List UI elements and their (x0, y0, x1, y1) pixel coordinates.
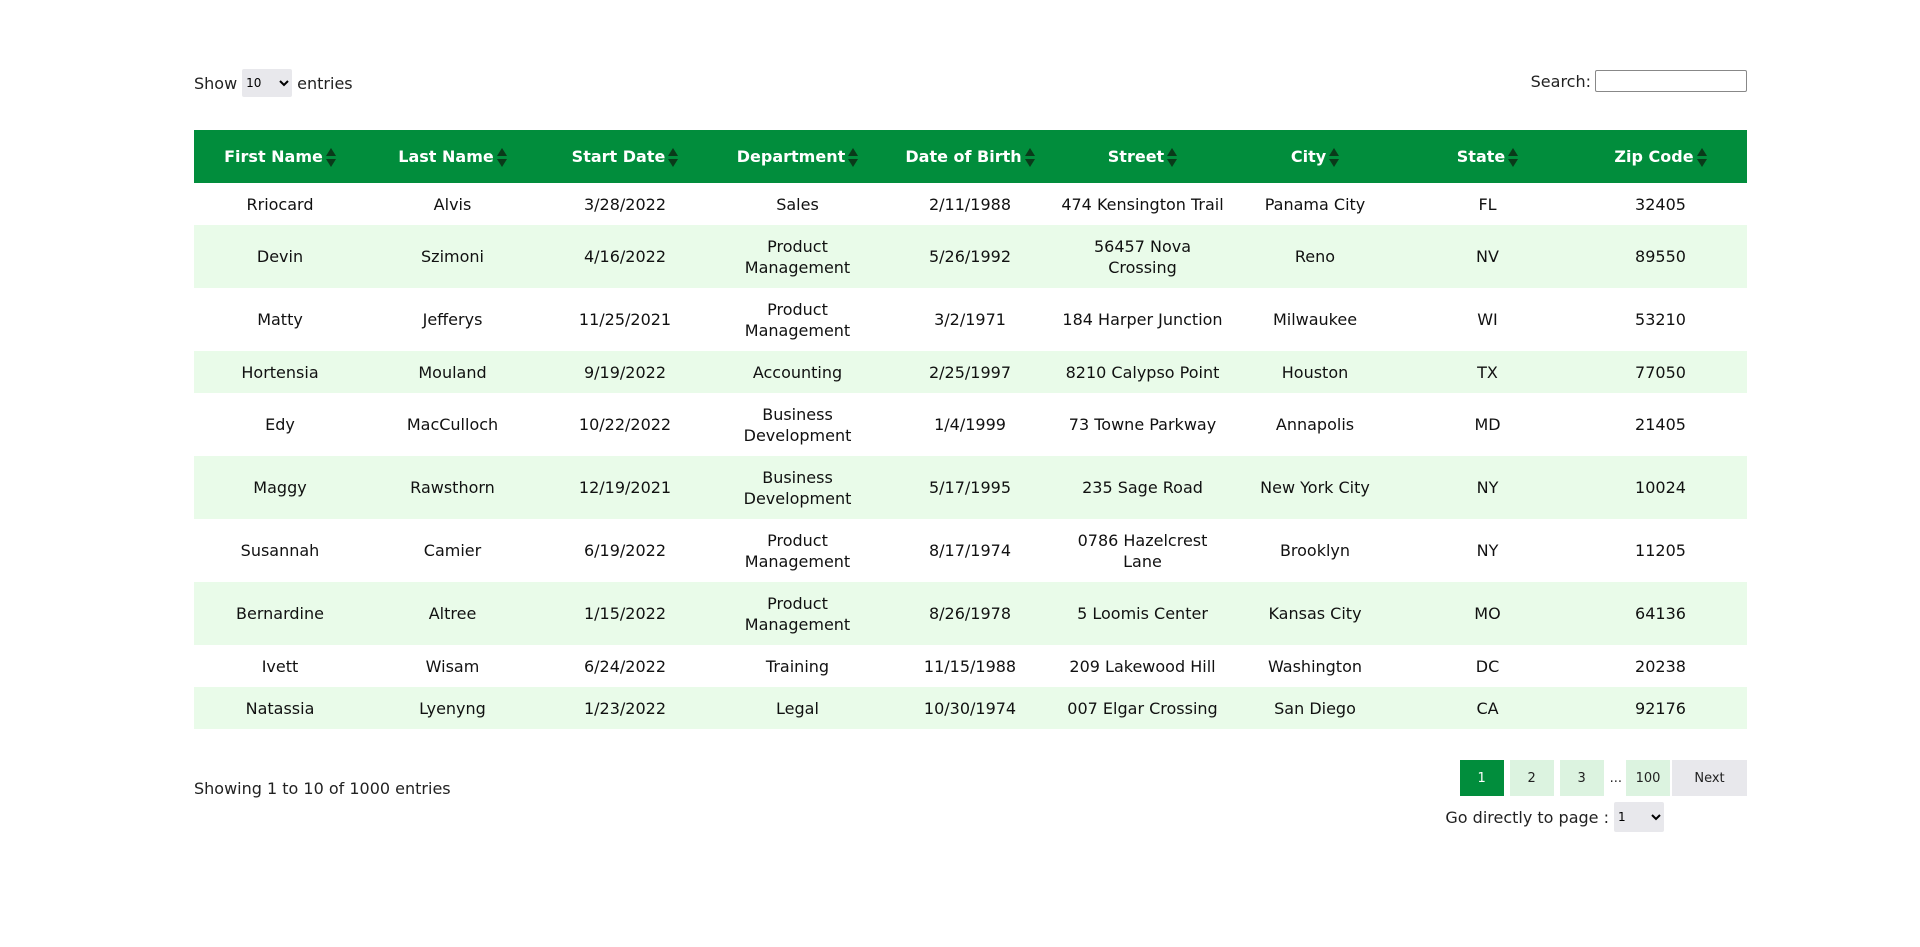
sort-ascending-icon[interactable] (668, 148, 678, 156)
table-cell: Matty (257, 310, 303, 329)
table-cell: 5 Loomis Center (1077, 604, 1208, 623)
table-cell: Houston (1281, 362, 1349, 382)
sort-icon[interactable] (848, 148, 858, 167)
column-header[interactable] (194, 130, 366, 183)
sort-ascending-icon[interactable] (1508, 148, 1518, 156)
table-cell: FL (1478, 194, 1497, 214)
sort-icon[interactable] (1697, 148, 1707, 167)
entries-per-page-select[interactable] (242, 69, 292, 97)
column-header-label: Department (736, 146, 846, 166)
table-cell: 73 Towne Parkway (1068, 415, 1217, 434)
table-cell: 53210 (1635, 310, 1686, 329)
column-header[interactable] (1401, 130, 1574, 183)
table-cell: San Diego (1274, 698, 1356, 718)
table-cell: Panama City (1264, 194, 1366, 214)
table-cell: Natassia (245, 698, 315, 718)
goto-page (1445, 802, 1664, 832)
table-cell: Rawsthorn (410, 478, 495, 497)
column-header-label: Street (1107, 146, 1165, 166)
search-label: Search: (1530, 71, 1591, 91)
table-cell: Accounting (752, 362, 843, 382)
table-cell: Camier (423, 541, 482, 560)
table-cell: WI (1477, 310, 1498, 329)
table-cell: 5/26/1992 (928, 247, 1012, 266)
table-row (194, 288, 1747, 351)
column-header-label: Zip Code (1614, 146, 1694, 166)
table-cell: Training (765, 656, 830, 676)
table-cell: 77050 (1635, 362, 1686, 382)
table-cell: Bernardine (236, 604, 324, 623)
table-cell: Altree (428, 604, 477, 623)
table-row (194, 393, 1747, 456)
table-cell: Lyenyng (419, 698, 486, 718)
table-cell: 1/4/1999 (934, 415, 1006, 434)
table-cell: 1/23/2022 (583, 698, 667, 718)
table-cell: Mouland (418, 362, 487, 382)
table-cell: Maggy (253, 478, 307, 497)
column-header[interactable] (1056, 130, 1229, 183)
table-cell: 11205 (1635, 541, 1686, 560)
sort-ascending-icon[interactable] (1025, 148, 1035, 156)
table-cell: 56457 Nova Crossing (1093, 236, 1191, 277)
table-row (194, 225, 1747, 288)
header-row (194, 130, 1747, 183)
table-row (194, 519, 1747, 582)
sort-descending-icon[interactable] (668, 159, 678, 167)
table-info: Showing 1 to 10 of 1000 entries (194, 779, 451, 798)
table-cell: 184 Harper Junction (1062, 310, 1223, 329)
sort-descending-icon[interactable] (326, 159, 336, 167)
column-header-label: Last Name (398, 146, 494, 166)
table-row (194, 456, 1747, 519)
goto-page-select[interactable] (1614, 802, 1664, 832)
column-header-label: State (1456, 146, 1506, 166)
table-row (194, 645, 1747, 687)
pagination-ellipsis: ... (1609, 770, 1622, 786)
table-cell: TX (1477, 362, 1498, 382)
table-cell: 8210 Calypso Point (1065, 362, 1220, 382)
sort-icon[interactable] (326, 148, 336, 167)
table-header (194, 130, 1747, 183)
table-cell: Kansas City (1268, 604, 1362, 623)
table-cell: Reno (1294, 247, 1336, 266)
page-button[interactable]: 3 (1560, 760, 1604, 796)
column-header[interactable] (711, 130, 884, 183)
table-cell: 2/11/1988 (928, 194, 1012, 214)
sort-ascending-icon[interactable] (497, 148, 507, 156)
table-cell: NY (1476, 478, 1499, 497)
employee-table (194, 130, 1747, 729)
table-cell: 21405 (1635, 415, 1686, 434)
table-cell: 92176 (1635, 698, 1686, 718)
table-cell: MD (1474, 415, 1501, 434)
table-cell: 474 Kensington Trail (1061, 194, 1224, 214)
sort-ascending-icon[interactable] (1697, 148, 1707, 156)
table-cell: NV (1476, 247, 1499, 266)
table-cell: 3/28/2022 (583, 194, 667, 214)
table-cell: Rriocard (246, 194, 314, 214)
table-cell: Washington (1267, 656, 1363, 676)
table-cell: 12/19/2021 (578, 478, 672, 497)
length-menu (194, 69, 353, 97)
sort-icon[interactable] (1329, 148, 1339, 167)
table-cell: Alvis (433, 194, 472, 214)
table-cell: 64136 (1635, 604, 1686, 623)
datatable-wrapper (194, 0, 1747, 849)
table-cell: MacCulloch (406, 415, 499, 434)
table-cell: Annapolis (1275, 415, 1355, 434)
table-cell: Business Development (743, 467, 852, 508)
page-button-last[interactable]: 100 (1626, 760, 1670, 796)
table-cell: 8/26/1978 (928, 604, 1012, 623)
table-row (194, 687, 1747, 729)
table-cell: Jefferys (422, 310, 483, 329)
length-menu-suffix: entries (297, 73, 353, 93)
table-cell: Szimoni (421, 247, 484, 266)
table-cell: 20238 (1635, 656, 1686, 676)
table-row (194, 351, 1747, 393)
column-header-label: City (1290, 146, 1327, 166)
column-header[interactable] (884, 130, 1056, 183)
page-button[interactable]: 2 (1510, 760, 1554, 796)
table-controls (194, 0, 1747, 130)
column-header-label: First Name (224, 146, 323, 166)
table-cell: 10/30/1974 (923, 698, 1017, 718)
length-menu-prefix: Show (194, 73, 238, 93)
table-cell: 10024 (1635, 478, 1686, 497)
table-cell: 2/25/1997 (928, 362, 1012, 382)
table-body (194, 183, 1747, 729)
column-header[interactable] (1229, 130, 1401, 183)
table-cell: 89550 (1635, 247, 1686, 266)
table-cell: 10/22/2022 (578, 415, 672, 434)
table-row (194, 582, 1747, 645)
table-cell: 5/17/1995 (928, 478, 1012, 497)
column-header[interactable] (366, 130, 539, 183)
sort-ascending-icon[interactable] (1329, 148, 1339, 156)
page-button[interactable]: 1 (1460, 760, 1504, 796)
table-cell: 0786 Hazelcrest Lane (1077, 530, 1208, 571)
table-cell: Edy (265, 415, 295, 434)
table-cell: 9/19/2022 (583, 362, 667, 382)
table-row (194, 183, 1747, 225)
table-cell: Wisam (425, 656, 480, 676)
sort-ascending-icon[interactable] (848, 148, 858, 156)
table-cell: NY (1476, 541, 1499, 560)
table-cell: 007 Elgar Crossing (1067, 698, 1218, 718)
sort-descending-icon[interactable] (497, 159, 507, 167)
search-input[interactable] (1595, 70, 1747, 92)
sort-icon[interactable] (497, 148, 507, 167)
table-cell: Product Management (744, 530, 851, 571)
sort-icon[interactable] (1508, 148, 1518, 167)
table-cell: MO (1474, 604, 1501, 623)
sort-ascending-icon[interactable] (1167, 148, 1177, 156)
table-cell: Milwaukee (1272, 310, 1358, 329)
table-cell: 11/15/1988 (923, 656, 1017, 676)
table-cell: Brooklyn (1279, 541, 1351, 560)
table-cell: 1/15/2022 (583, 604, 667, 623)
goto-page-label: Go directly to page : (1445, 807, 1609, 827)
sort-icon[interactable] (1167, 148, 1177, 167)
table-cell: New York City (1260, 478, 1370, 497)
sort-ascending-icon[interactable] (326, 148, 336, 156)
pagination (1460, 760, 1747, 796)
table-cell: 32405 (1635, 194, 1686, 214)
table-cell: Business Development (743, 404, 852, 445)
sort-descending-icon[interactable] (1508, 159, 1518, 167)
table-cell: Product Management (744, 236, 851, 277)
table-cell: 235 Sage Road (1082, 478, 1203, 497)
table-footer (194, 729, 1747, 849)
table-cell: Devin (256, 247, 304, 266)
column-header-label: Start Date (571, 146, 666, 166)
table-cell: Product Management (744, 299, 851, 340)
next-button[interactable]: Next (1672, 760, 1747, 796)
sort-descending-icon[interactable] (1025, 159, 1035, 167)
column-header-label: Date of Birth (905, 146, 1022, 166)
column-header[interactable] (1574, 130, 1747, 183)
column-header[interactable] (539, 130, 711, 183)
table-cell: CA (1476, 698, 1499, 718)
table-cell: 11/25/2021 (578, 310, 672, 329)
table-cell: 8/17/1974 (928, 541, 1012, 560)
table-cell: Hortensia (241, 362, 319, 382)
table-cell: 6/19/2022 (583, 541, 667, 560)
table-cell: DC (1475, 656, 1500, 676)
table-cell: Legal (776, 698, 819, 718)
table-cell: Ivett (261, 656, 299, 676)
sort-icon[interactable] (1025, 148, 1035, 167)
table-cell: 4/16/2022 (583, 247, 667, 266)
table-cell: Sales (776, 194, 819, 214)
sort-descending-icon[interactable] (1697, 159, 1707, 167)
sort-descending-icon[interactable] (1329, 159, 1339, 167)
table-cell: Susannah (240, 541, 320, 560)
table-cell: 209 Lakewood Hill (1069, 656, 1216, 676)
table-cell: 6/24/2022 (583, 656, 667, 676)
table-cell: Product Management (744, 593, 851, 634)
sort-descending-icon[interactable] (1167, 159, 1177, 167)
sort-descending-icon[interactable] (848, 159, 858, 167)
table-cell: 3/2/1971 (934, 310, 1006, 329)
search-box (1531, 70, 1747, 92)
sort-icon[interactable] (668, 148, 678, 167)
